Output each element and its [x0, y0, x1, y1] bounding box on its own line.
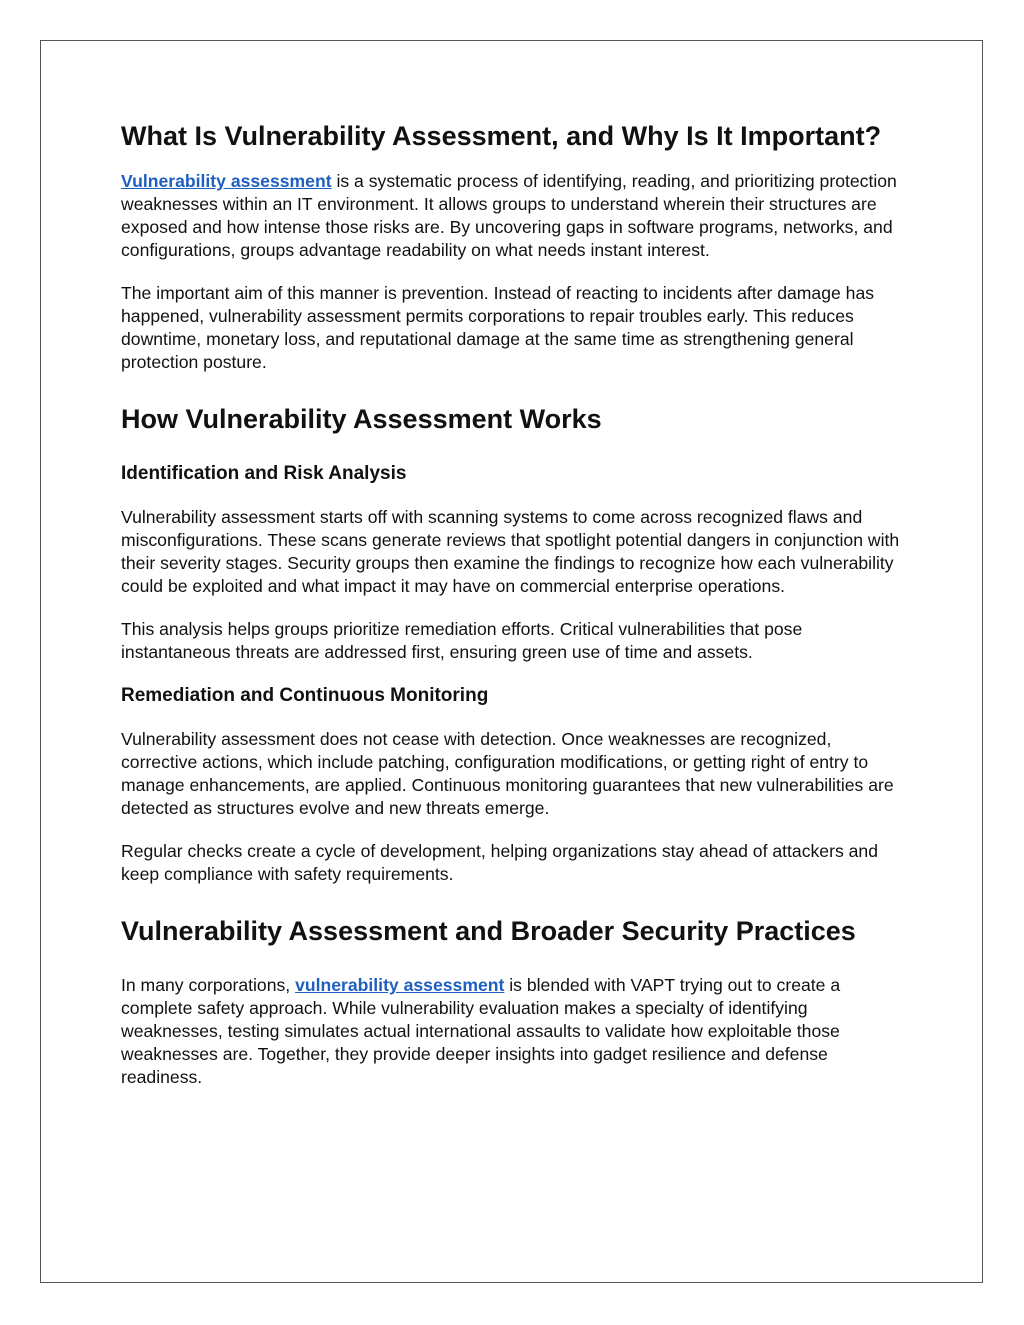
section-heading-broader: Vulnerability Assessment and Broader Security Practices: [121, 916, 856, 946]
aim-paragraph: The important aim of this manner is prevention. Instead of reacting to incidents after damage has happened, vulnerability assessment permits corporations to repair troubles early. This reduces downtime, monetary loss, and reputational damage at the same time as strengthening general protection posture.: [121, 283, 875, 372]
intro-paragraph: [121, 170, 911, 262]
article-title: What Is Vulnerability Assessment, and Why Is It Important?: [121, 121, 882, 151]
remediation-paragraph-1: Vulnerability assessment does not cease with detection. Once weaknesses are recognized, corrective actions, which include patching, configuration modifications, or getting right of entry to manage enhancements, are applied. Continuous monitoring guarantees that new vulnerabilities are detected as structures evolve and new threats emerge.: [121, 729, 894, 818]
intro-text: is a systematic process of identifying, reading, and prioritizing protection weaknesses within an IT environment. It allows groups to understand wherein their structures are exposed and how intense those risks are. By uncovering gaps in software programs, networks, and configurations, groups advantage readability on what needs instant interest.: [121, 171, 897, 260]
subheading-remediation: Remediation and Continuous Monitoring: [121, 685, 489, 706]
broader-text-after: is blended with VAPT trying out to create a complete safety approach. While vulnerability evaluation makes a specialty of identifying weaknesses, testing simulates actual international assaults to validate how exploitable those weaknesses are. Together, they provide deeper insights into gadget resilience and defense readiness.: [121, 975, 841, 1087]
identification-paragraph-1: Vulnerability assessment starts off with scanning systems to come across recognized flaws and misconfigurations. These scans generate reviews that spotlight potential dangers in conjunction with their severity stages. Security groups then examine the findings to recognize how each vulnerability could be exploited and what impact it may have on commercial enterprise operations.: [121, 507, 900, 596]
section-heading-how: How Vulnerability Assessment Works: [121, 404, 602, 434]
broader-text-before: In many corporations,: [121, 975, 296, 995]
remediation-paragraph-2: Regular checks create a cycle of development, helping organizations stay ahead of attackers and keep compliance with safety requirements.: [121, 841, 878, 884]
broader-paragraph: [121, 974, 911, 1089]
subheading-identification: Identification and Risk Analysis: [121, 463, 407, 484]
vulnerability-assessment-link-2[interactable]: vulnerability assessment: [295, 975, 505, 995]
article-body: [121, 119, 911, 1109]
identification-paragraph-2: This analysis helps groups prioritize remediation efforts. Critical vulnerabilities that pose instantaneous threats are addressed first, ensuring green use of time and assets.: [121, 619, 803, 662]
vulnerability-assessment-link[interactable]: Vulnerability assessment: [121, 171, 332, 191]
